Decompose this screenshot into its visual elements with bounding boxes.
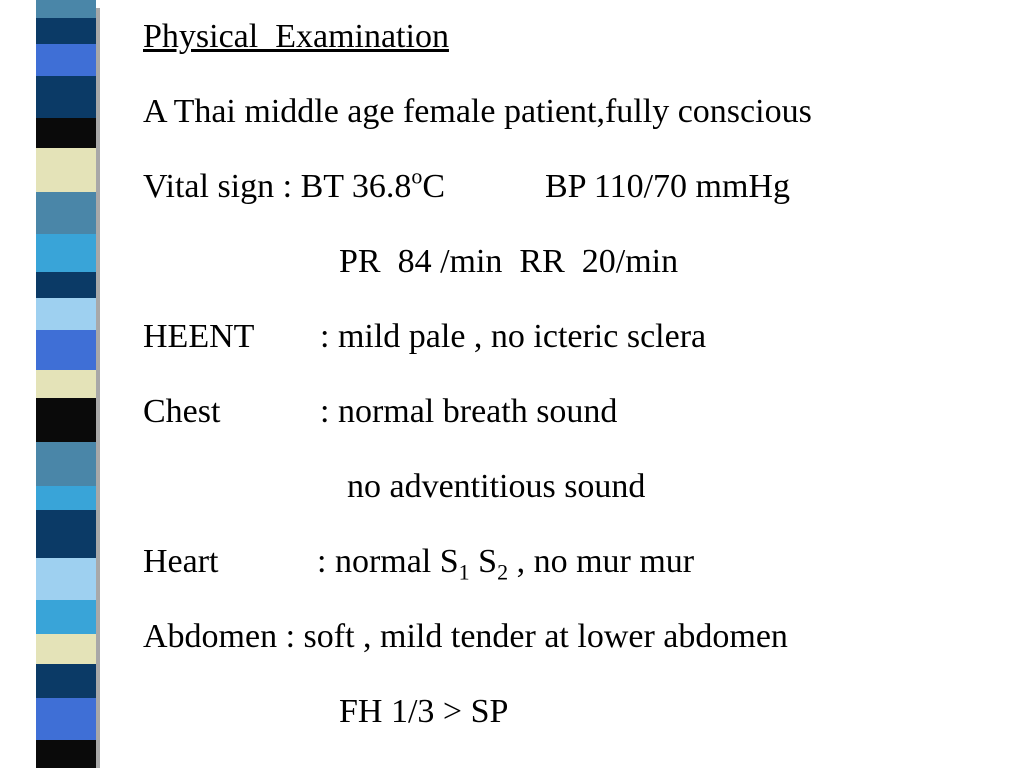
stripe-band <box>36 118 96 148</box>
abdomen-finding: : soft , mild tender at lower abdomen <box>277 618 788 655</box>
heent-finding: : mild pale , no icteric sclera <box>320 318 707 355</box>
stripe-band <box>36 510 96 558</box>
stripe-band <box>36 148 96 192</box>
stripe-band <box>36 486 96 510</box>
stripe-band <box>36 330 96 370</box>
decorative-stripe <box>36 0 96 768</box>
chest-finding-continuation: no adventitious sound <box>347 468 646 505</box>
heart-finding-prefix: : normal S <box>317 543 459 580</box>
vital-sign-label: Vital sign <box>143 168 275 205</box>
heart-finding-suffix: , no mur mur <box>508 543 695 580</box>
temperature-unit: C <box>422 168 446 205</box>
vital-sign-line <box>143 163 446 207</box>
stripe-band <box>36 44 96 76</box>
stripe-band <box>36 0 96 18</box>
pulse-respiration-line: PR 84 /min RR 20/min <box>339 243 679 280</box>
slide-title: Physical Examination <box>143 18 449 55</box>
vital-sign-separator: : <box>274 168 301 205</box>
heent-label: HEENT <box>143 318 255 355</box>
stripe-band <box>36 370 96 398</box>
stripe-band <box>36 18 96 44</box>
patient-description: A Thai middle age female patient,fully conscious <box>143 93 812 130</box>
stripe-band <box>36 234 96 272</box>
s1-subscript: 1 <box>458 559 470 585</box>
degree-superscript: o <box>411 163 423 189</box>
abdomen-line <box>143 617 788 657</box>
blood-pressure-value: BP 110/70 mmHg <box>545 168 790 205</box>
stripe-band <box>36 600 96 634</box>
stripe-band <box>36 442 96 486</box>
abdomen-finding-continuation: FH 1/3 > SP <box>339 693 509 730</box>
stripe-band <box>36 740 96 768</box>
heart-label: Heart <box>143 543 219 580</box>
stripe-band <box>36 192 96 234</box>
stripe-band <box>36 634 96 664</box>
s2-subscript: 2 <box>497 559 509 585</box>
chest-finding: : normal breath sound <box>320 393 618 430</box>
stripe-band <box>36 398 96 442</box>
stripe-band <box>36 698 96 740</box>
heart-finding-mid: S <box>469 543 498 580</box>
stripe-band <box>36 76 96 118</box>
abdomen-label: Abdomen <box>143 618 278 655</box>
stripe-band <box>36 298 96 330</box>
stripe-band <box>36 664 96 698</box>
chest-label: Chest <box>143 393 221 430</box>
stripe-band <box>36 558 96 600</box>
body-temperature-value: BT 36.8 <box>300 168 412 205</box>
stripe-band <box>36 272 96 298</box>
heart-finding <box>317 542 695 585</box>
